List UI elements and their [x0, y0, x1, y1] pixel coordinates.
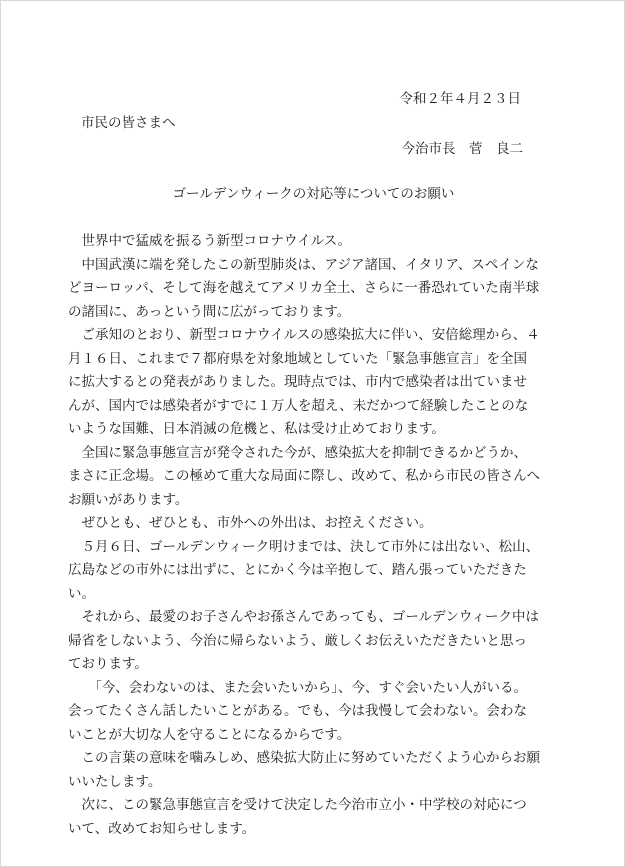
paragraph: 中国武漢に端を発したこの新型肺炎は、アジア諸国、イタリア、スペインなどヨーロッパ、そして海を越えてアメリカ全土、さらに一番恐れていた南半球の諸国に、あっという間に広がっております。 — [68, 256, 540, 320]
paragraph: 次に、この緊急事態宣言を受けて決定した今治市立小・中学校の対応について、改めてお知らせします。 — [68, 797, 527, 837]
document-date: 令和２年４月２３日 — [399, 91, 521, 107]
paragraph: それから、最愛のお子さんやお孫さんであっても、ゴールデンウィーク中は帰省をしないよう、今治に帰らないよう、厳しくお伝えいただきたいと思っております。 — [68, 609, 540, 672]
quote-paragraph: 「今、会わないのは、また会いたいから」、今、すぐ会いたい人がいる。会ってたくさん話したいことがある。でも、今は我慢して会わない。会わないことが大切な人を守ることになるからです。 — [68, 679, 527, 743]
sender-signature: 今治市長 菅 良二 — [401, 141, 523, 157]
document-title: ゴールデンウィークの対応等についてのお願い — [172, 186, 455, 202]
paragraph: ご承知のとおり、新型コロナウイルスの感染拡大に伴い、安倍総理から、４月１６日、これまで７都府県を対象地域としていた「緊急事態宣言」を全国に拡大するとの発表がありました。現時点では、市内で感染者は出ていませんが、国内では感染者がすでに１万人を超え、未だかつて経験したことのないような国難、日本消滅の危機と、私は受け止めております。 — [68, 327, 540, 437]
paragraph: ぜひとも、ぜひとも、市外への外出は、お控えください。 — [81, 515, 433, 531]
paragraph: この言葉の意味を噛みしめ、感染拡大防止に努めていただくよう心からお願いいたします。 — [68, 750, 540, 790]
paragraph: ５月６日、ゴールデンウィーク明けまでは、決して市外には出ない、松山、広島などの市外には出ずに、とにかく今は辛抱して、踏ん張っていただきたい。 — [68, 538, 540, 602]
letter-body — [68, 230, 540, 841]
recipient-line: 市民の皆さまへ — [81, 115, 176, 131]
paragraph: 世界中で猛威を振るう新型コロナウイルス。 — [81, 233, 352, 249]
paragraph: 全国に緊急事態宣言が発令された今が、感染拡大を抑制できるかどうか、まさに正念場。この極めて重大な局面に際し、改めて、私から市民の皆さんへお願いがあります。 — [68, 444, 540, 508]
